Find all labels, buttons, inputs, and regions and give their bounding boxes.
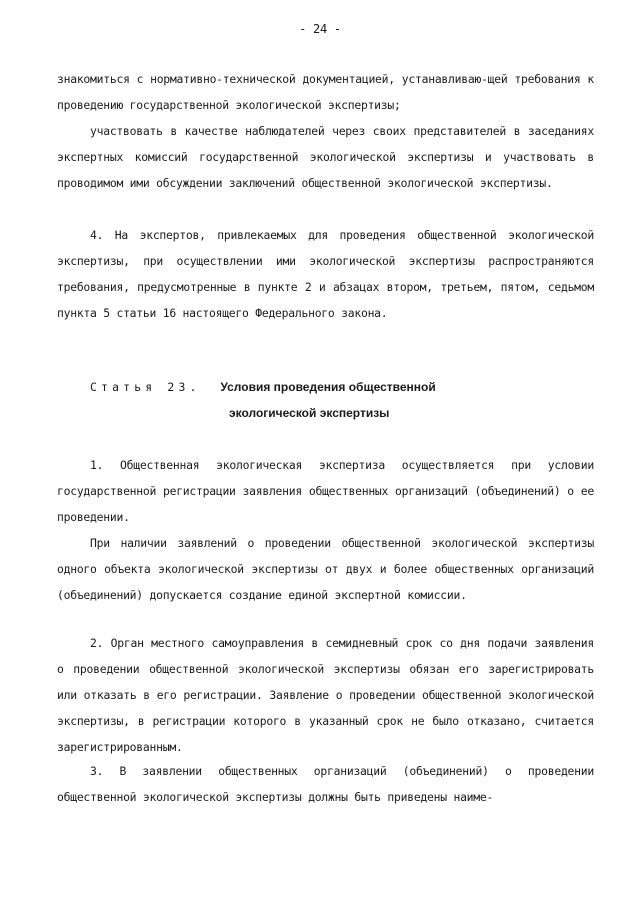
article-title-line2: экологической экспертизы <box>229 406 390 420</box>
paragraph-application-contents: 3. В заявлении общественных организаций (объединений) о проведении общественной экологической экспертизы должны быть приведены наиме- <box>57 764 594 804</box>
paragraph-conditions: 1. Общественная экологическая экспертиза осуществляется при условии государственной регистрации заявления общественных организаций (объединений) о ее проведении. <box>57 458 594 524</box>
article-label: Статья 23. <box>90 380 201 394</box>
paragraph-familiarize: знакомиться с нормативно-технической документацией, устанавливаю-щей требования к проведению государственной экологической экспертизы; <box>57 72 594 112</box>
article-title-line1: Условия проведения общественной <box>220 380 436 394</box>
paragraph-registration: 2. Орган местного самоуправления в семидневный срок со дня подачи заявления о проведении общественной экологической экспертизы обязан его зарегистрировать или отказать в его регистрации. Заявление о проведении общественной экологической экспертизы, в регистрации которого в указанный срок не было отказано, считается зарегистрированным. <box>57 636 594 754</box>
paragraph-participate: участвовать в качестве наблюдателей через своих представителей в заседаниях экспертных комиссий государственной экологической экспертизы и участвовать в проводимом ими обсуждении заключений общественной экологической экспертизы. <box>57 124 594 190</box>
page-number: - 24 - <box>299 22 341 36</box>
paragraph-experts: 4. На экспертов, привлекаемых для проведения общественной экологической экспертизы, при осуществлении ими экологической экспертизы распространяются требования, предусмотренные в пункте 2 и абзацах втором, третьем, пятом, седьмом пункта 5 статьи 16 настоящего Федерального закона. <box>57 228 594 320</box>
article-heading <box>90 374 610 426</box>
paragraph-multiple-applications: При наличии заявлений о проведении общественной экологической экспертизы одного объекта экологической экспертизы от двух и более общественных организаций (объединений) допускается создание единой экспертной комиссии. <box>57 536 594 602</box>
